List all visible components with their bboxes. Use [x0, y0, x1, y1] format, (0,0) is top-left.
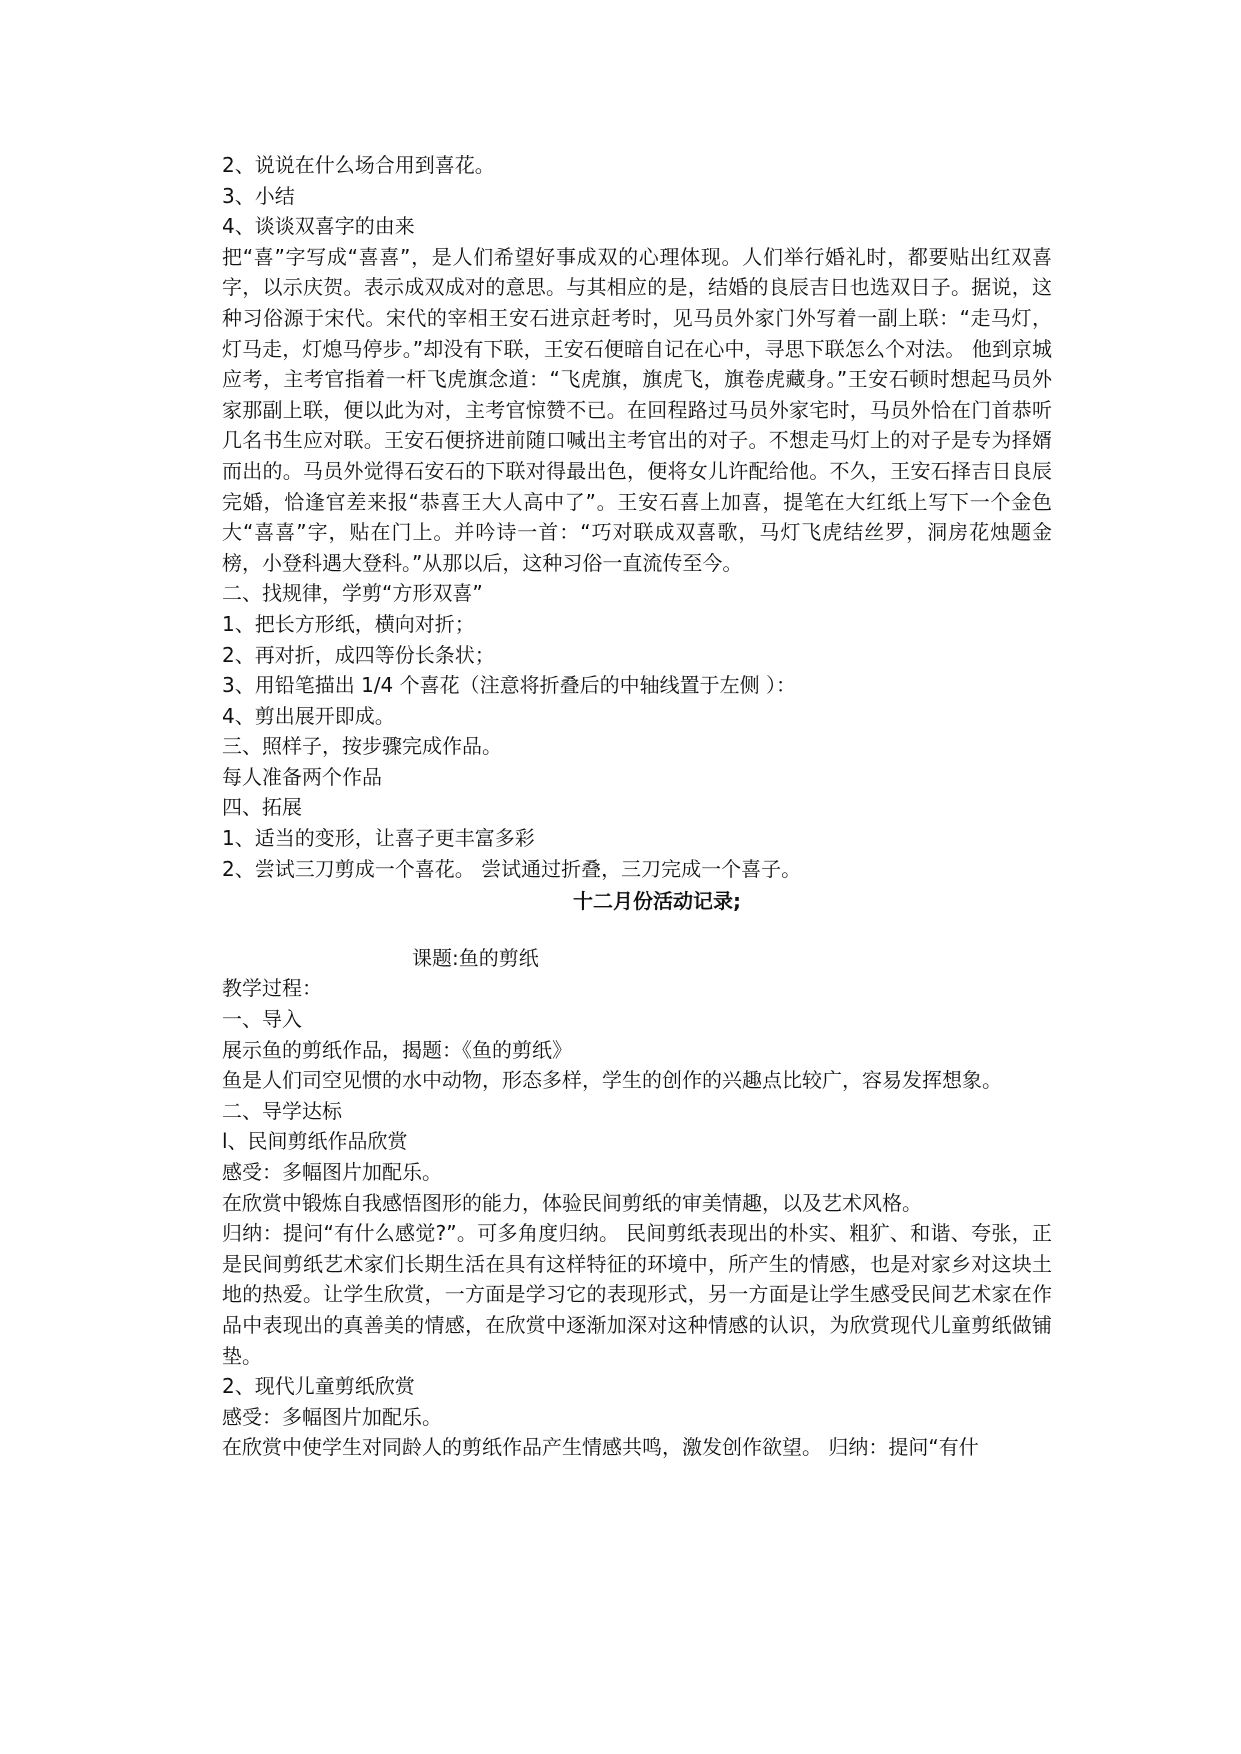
lesson-topic: 课题:鱼的剪纸 [412, 945, 539, 970]
list-item: 在欣赏中使学生对同龄人的剪纸作品产生情感共鸣，激发创作欲望。 归纳：提问“有什 [222, 1435, 979, 1460]
list-item: 感受：多幅图片加配乐。 [222, 1160, 442, 1184]
list-item: 1、把长方形纸，横向对折； [222, 611, 475, 636]
page-title: 十二月份活动记录; [573, 889, 741, 914]
list-item: 2、尝试三刀剪成一个喜花。 尝试通过折叠，三刀完成一个喜子。 [222, 856, 802, 881]
list-item: 感受：多幅图片加配乐。 [222, 1404, 442, 1429]
list-item: 4、谈谈双喜字的由来 [222, 214, 415, 239]
list-item: 教学过程： [222, 976, 322, 1001]
list-item: 3、用铅笔描出 1/4 个喜花（注意将折叠后的中轴线置于左侧 ）： [222, 673, 796, 698]
section-heading: 二、导学达标 [222, 1098, 342, 1123]
section-heading: 一、导入 [222, 1007, 302, 1032]
list-item: 2、再对折，成四等份长条状； [222, 642, 495, 667]
list-item: 2、说说在什么场合用到喜花。 [222, 153, 495, 177]
section-heading: 三、照样子，按步骤完成作品。 [222, 734, 502, 759]
list-item: l、民间剪纸作品欣赏 [222, 1129, 408, 1154]
list-item: 在欣赏中锻炼自我感悟图形的能力，体验民间剪纸的审美情趣，以及艺术风格。 [222, 1190, 922, 1215]
list-item: 3、小结 [222, 183, 295, 208]
list-item: 每人准备两个作品 [222, 764, 382, 789]
story-paragraph: 把“喜”字写成“喜喜”，是人们希望好事成双的心理体现。人们举行婚礼时，都要贴出红双喜字，以示庆贺。表示成双成对的意思。与其相应的是，结婚的良辰吉日也选双日子。据说，这种习俗源于宋代。宋代的宰相王安石进京赶考时，见马员外家门外写着一副上联：“走马灯，灯马走，灯熄马停步。”却没有下联，王安石便暗自记在心中，寻思下联怎么个对法。 他到京城应考，主考官指着一杆飞虎旗念道：“飞虎旗，旗虎飞，旗卷虎藏身。”王安石顿时想起马员外家那副上联，便以此为对，主考官惊赞不已。在回程路过马员外家宅时，马员外恰在门首恭听几名书生应对联。王安石便挤进前随口喊出主考官出的对子。不想走马灯上的对子是专为择婿而出的。马员外觉得石安石的下联对得最出色，便将女儿许配给他。不久，王安石择吉日良辰完婚，恰逢官差来报“恭喜王大人高中了”。王安石喜上加喜，提笔在大红纸上写下一个金色大“喜喜”字，贴在门上。并吟诗一首：“巧对联成双喜歌，马灯飞虎结丝罗，洞房花烛题金榜，小登科遇大登科。”从那以后，这种习俗一直流传至今。 [222, 244, 1052, 575]
list-item: 1、适当的变形，让喜子更丰富多彩 [222, 826, 535, 851]
list-item: 4、剪出展开即成。 [222, 703, 395, 728]
list-item: 展示鱼的剪纸作品，揭题：《鱼的剪纸》 [222, 1037, 572, 1062]
list-item: 2、现代儿童剪纸欣赏 [222, 1374, 415, 1399]
summary-paragraph: 归纳：提问“有什么感觉?”。可多角度归纳。 民间剪纸表现出的朴实、粗犷、和谐、夸张，正是民间剪纸艺术家们长期生活在具有这样特征的环境中，所产生的情感，也是对家乡对这块土地的热爱。让学生欣赏，一方面是学习它的表现形式，另一方面是让学生感受民间艺术家在作品中表现出的真善美的情感，在欣赏中逐渐加深对这种情感的认识，为欣赏现代儿童剪纸做铺垫。 [222, 1221, 1052, 1368]
list-item: 鱼是人们司空见惯的水中动物，形态多样，学生的创作的兴趣点比较广，容易发挥想象。 [222, 1068, 1002, 1093]
section-heading: 四、拓展 [222, 795, 302, 820]
document-page [222, 150, 1052, 1463]
section-heading: 二、找规律，学剪“方形双喜” [222, 581, 483, 606]
